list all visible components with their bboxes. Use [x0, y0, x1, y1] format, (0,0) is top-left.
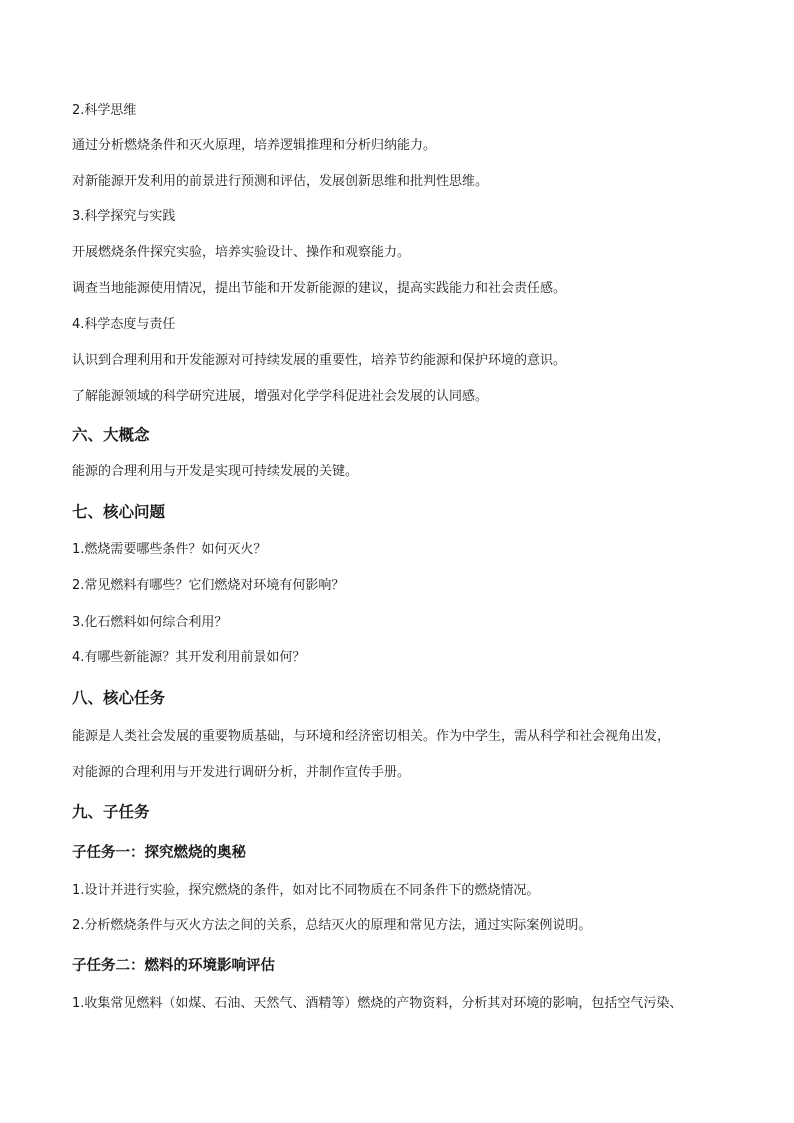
- subheading-scientific-thinking: 2.科学思维: [72, 103, 137, 118]
- list-item: 4.有哪些新能源？其开发利用前景如何？: [72, 650, 306, 665]
- paragraph: 开展燃烧条件探究实验，培养实验设计、操作和观察能力。: [72, 245, 411, 260]
- paragraph: 对能源的合理利用与开发进行调研分析，并制作宣传手册。: [72, 765, 411, 780]
- paragraph: 能源的合理利用与开发是实现可持续发展的关键。: [72, 464, 359, 479]
- section-heading-core-task: 八、核心任务: [72, 689, 166, 707]
- list-item: 3.化石燃料如何综合利用？: [72, 615, 228, 630]
- paragraph: 调查当地能源使用情况，提出节能和开发新能源的建议，提高实践能力和社会责任感。: [72, 281, 567, 296]
- section-heading-core-questions: 七、核心问题: [72, 503, 166, 521]
- section-heading-big-concept: 六、大概念: [72, 426, 150, 444]
- subtask-heading-1: 子任务一：探究燃烧的奥秘: [72, 845, 246, 861]
- section-heading-subtasks: 九、子任务: [72, 803, 150, 821]
- list-item: 2.分析燃烧条件与灭火方法之间的关系，总结灭火的原理和常见方法，通过实际案例说明。: [72, 918, 592, 933]
- paragraph: 认识到合理利用和开发能源对可持续发展的重要性，培养节约能源和保护环境的意识。: [72, 353, 567, 368]
- paragraph: 能源是人类社会发展的重要物质基础，与环境和经济密切相关。作为中学生，需从科学和社会视角出发，: [72, 729, 671, 744]
- paragraph: 对新能源开发利用的前景进行预测和评估，发展创新思维和批判性思维。: [72, 174, 489, 189]
- subheading-attitude-responsibility: 4.科学态度与责任: [72, 317, 176, 332]
- list-item: 1.设计并进行实验，探究燃烧的条件，如对比不同物质在不同条件下的燃烧情况。: [72, 883, 540, 898]
- paragraph: 了解能源领域的科学研究进展，增强对化学学科促进社会发展的认同感。: [72, 389, 489, 404]
- paragraph: 1.收集常见燃料（如煤、石油、天然气、酒精等）燃烧的产物资料，分析其对环境的影响，包括空气污染、: [72, 996, 683, 1011]
- subheading-inquiry-practice: 3.科学探究与实践: [72, 209, 176, 224]
- subtask-heading-2: 子任务二：燃料的环境影响评估: [72, 958, 275, 974]
- list-item: 1.燃烧需要哪些条件？如何灭火？: [72, 542, 267, 557]
- list-item: 2.常见燃料有哪些？它们燃烧对环境有何影响？: [72, 578, 345, 593]
- paragraph: 通过分析燃烧条件和灭火原理，培养逻辑推理和分析归纳能力。: [72, 138, 437, 153]
